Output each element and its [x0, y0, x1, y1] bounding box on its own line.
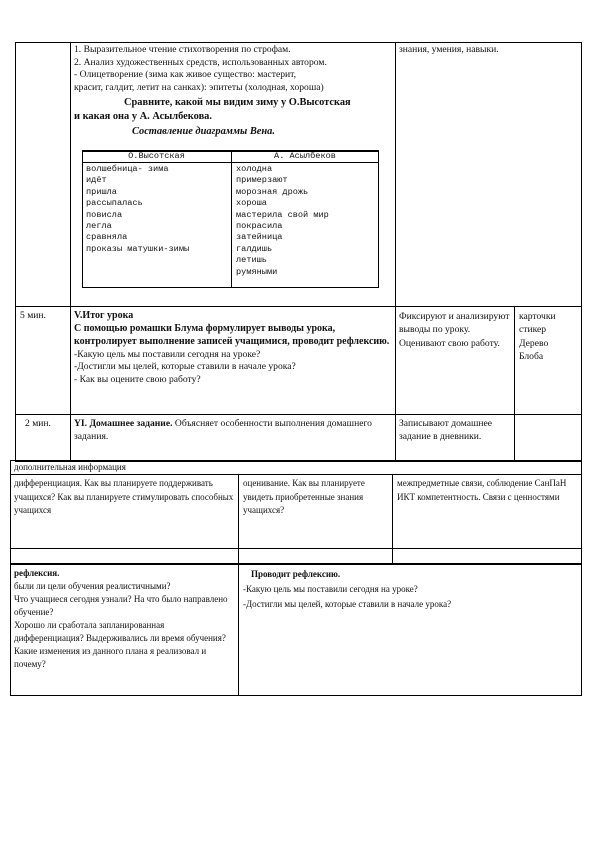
- reflection-question: Какие изменения из данного плана я реализовал и почему?: [14, 646, 207, 669]
- row1-student-col: знания, умения, навыки.: [399, 44, 499, 55]
- row1-line: красит, галдит, летит на санках): эпитеты (холодная, хороша): [74, 81, 324, 93]
- venn-item: хороша: [236, 198, 267, 209]
- row2-content: [74, 309, 392, 387]
- venn-item: сравняла: [86, 232, 128, 243]
- row1-content: [74, 44, 394, 139]
- resource-item: стикер: [519, 324, 547, 336]
- venn-col2-list: [236, 164, 378, 278]
- venn-item: пришла: [86, 186, 117, 197]
- venn-item: примерзают: [236, 175, 288, 186]
- venn-col2-header: А. Асылбеков: [274, 151, 336, 161]
- info-col-differentiation: дифференциация. Как вы планируете поддерживать учащихся? Как вы планируете стимулировать способных учащихся: [14, 478, 234, 516]
- venn-item: затейница: [236, 232, 283, 243]
- row2-bold-text: С помощью ромашки Блума формулирует выводы урока, контролирует выполнение записей учащимися, проводит рефлексию.: [74, 323, 390, 348]
- venn-item: румяными: [236, 266, 278, 277]
- resource-item: Дерево: [519, 337, 549, 349]
- venn-col1-list: [86, 164, 230, 255]
- row3-time: 2 мин.: [25, 418, 51, 429]
- venn-item: повисла: [86, 209, 123, 220]
- resource-item: Блоба: [519, 351, 544, 363]
- info-col-assessment: оценивание. Как вы планируете увидеть приобретенные знания учащихся?: [243, 478, 365, 516]
- row2-time: 5 мин.: [20, 310, 46, 321]
- reflection-left: [14, 567, 234, 671]
- info-header: дополнительная информация: [14, 462, 126, 472]
- row2-resources: [519, 310, 579, 364]
- venn-item: холодна: [236, 164, 273, 174]
- venn-item: рассыпалась: [86, 198, 143, 209]
- reflection-right-line: -Какую цель мы поставили сегодня на уроке?: [243, 584, 418, 594]
- info-col-links: межпредметные связи, соблюдение СанПаН ИКТ компетентность. Связи с ценностями: [397, 478, 567, 502]
- row3-student-col: Записывают домашнее задание в дневники.: [399, 418, 492, 442]
- venn-col1-header: О.Высотская: [128, 151, 185, 161]
- reflection-right-title: Проводит рефлексию.: [251, 569, 341, 579]
- reflection-right-line: -Достигли мы целей, которые ставили в начале урока?: [243, 599, 452, 609]
- row3-content: [74, 417, 392, 443]
- row2-student-col: Фиксируют и анализируют выводы по уроку. Оценивают свою работу.: [399, 311, 510, 349]
- row1-line: 2. Анализ художественных средств, использованных автором.: [74, 56, 327, 68]
- venn-item: морозная дрожь: [236, 186, 309, 197]
- row2-question: -Достигли мы целей, которые ставили в начале урока?: [74, 361, 296, 373]
- reflection-left-title: рефлексия.: [14, 568, 60, 578]
- venn-item: идёт: [86, 175, 107, 186]
- row3-title: YI. Домашнее задание.: [74, 418, 173, 429]
- reflection-question: Хорошо ли сработала запланированная дифференциация? Выдерживались ли время обучения?: [14, 620, 226, 643]
- row2-title: V.Итог урока: [74, 310, 134, 321]
- row2-question: - Как вы оцените свою работу?: [74, 374, 201, 385]
- venn-item: покрасила: [236, 221, 283, 232]
- venn-item: волшебница- зима: [86, 164, 169, 174]
- reflection-right: [243, 567, 579, 612]
- row1-line: - Олицетворение (зима как живое существо: мастерит,: [74, 69, 297, 81]
- reflection-question: Что учащиеся сегодня узнали? На что было направлено обучение?: [14, 594, 228, 617]
- row3-text: Объясняет особенности выполнения домашнего задания.: [74, 418, 372, 442]
- venn-caption: Составление диаграммы Вена.: [132, 126, 275, 138]
- venn-item: легла: [86, 221, 112, 232]
- reflection-question: были ли цели обучения реалистичными?: [14, 581, 171, 591]
- venn-item: проказы матушки-зимы: [86, 243, 190, 254]
- compare-line: Сравните, какой мы видим зиму у О.Высотская: [124, 97, 351, 109]
- row2-question: -Какую цель мы поставили сегодня на уроке?: [74, 348, 261, 360]
- resource-item: карточки: [519, 311, 556, 322]
- row1-line: 1. Выразительное чтение стихотворения по строфам.: [74, 44, 291, 55]
- compare-line: и какая она у А. Асылбекова.: [74, 111, 212, 123]
- venn-item: мастерила свой мир: [236, 209, 329, 220]
- venn-item: галдишь: [236, 243, 273, 254]
- venn-item: летишь: [236, 255, 267, 266]
